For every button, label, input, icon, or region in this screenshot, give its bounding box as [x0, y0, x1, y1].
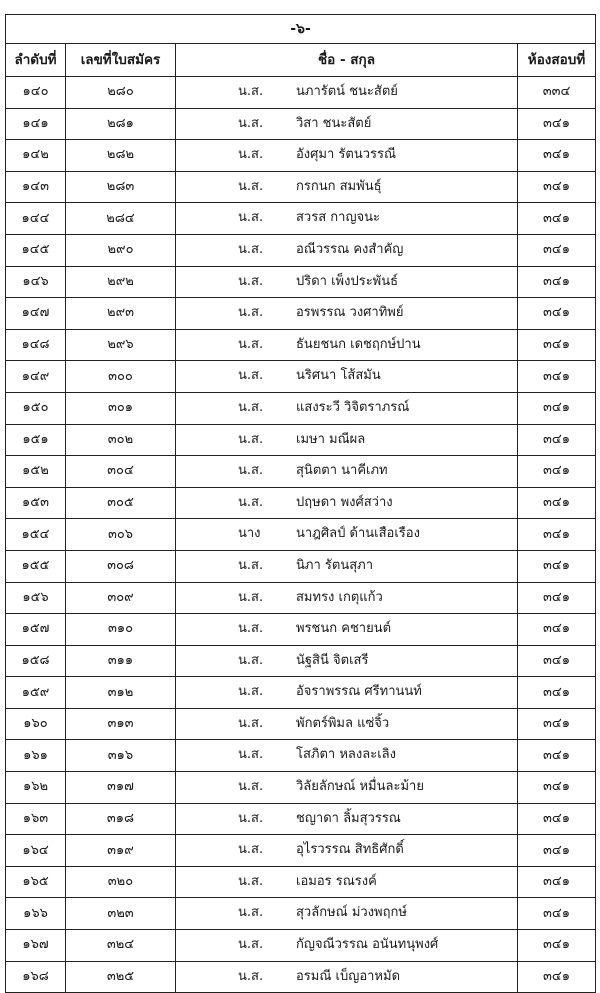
cell-name — [176, 930, 518, 962]
table-row — [6, 234, 596, 266]
cell-order: ๑๖๔ — [6, 835, 66, 867]
cell-name — [176, 140, 518, 172]
cell-order: ๑๖๒ — [6, 772, 66, 804]
table-row — [6, 266, 596, 298]
name-title: น.ส. — [238, 463, 264, 479]
cell-room: ๓๔๑ — [518, 961, 596, 993]
full-name: อณีวรรณ คงสำคัญ — [296, 241, 404, 257]
name-title: น.ส. — [238, 937, 264, 953]
full-name: สุวลักษณ์ ม่วงพฤกษ์ — [296, 905, 407, 921]
page-number-row — [6, 15, 596, 44]
cell-order: ๑๕๐ — [6, 392, 66, 424]
cell-name — [176, 582, 518, 614]
name-title: น.ส. — [238, 968, 264, 984]
cell-application-no: ๒๙๓ — [66, 298, 176, 330]
cell-name — [176, 329, 518, 361]
cell-name — [176, 392, 518, 424]
full-name: วิลัยลักษณ์ หมื่นละม้าย — [296, 779, 424, 795]
full-name: เอมอร รณรงค์ — [296, 873, 377, 889]
cell-name — [176, 266, 518, 298]
document-page — [5, 14, 595, 993]
name-title: น.ส. — [238, 873, 264, 889]
cell-room: ๓๔๑ — [518, 108, 596, 140]
full-name: อุไรวรรณ สิทธิศักดิ์ — [296, 842, 404, 858]
cell-name — [176, 456, 518, 488]
cell-application-no: ๓๐๕ — [66, 487, 176, 519]
cell-room: ๓๔๑ — [518, 519, 596, 551]
cell-application-no: ๓๐๖ — [66, 519, 176, 551]
cell-name — [176, 487, 518, 519]
cell-room: ๓๔๑ — [518, 866, 596, 898]
table-row — [6, 171, 596, 203]
table-row — [6, 772, 596, 804]
cell-name — [176, 898, 518, 930]
full-name: ธันยชนก เดชฤกษ์ปาน — [296, 336, 421, 352]
table-row — [6, 582, 596, 614]
cell-name — [176, 614, 518, 646]
cell-order: ๑๕๒ — [6, 456, 66, 488]
cell-name — [176, 835, 518, 867]
table-row — [6, 361, 596, 393]
cell-room: ๓๔๑ — [518, 266, 596, 298]
cell-order: ๑๕๖ — [6, 582, 66, 614]
cell-application-no: ๓๐๔ — [66, 456, 176, 488]
table-row — [6, 392, 596, 424]
full-name: วิสา ชนะสัตย์ — [296, 115, 372, 131]
cell-order: ๑๔๗ — [6, 298, 66, 330]
cell-order: ๑๖๖ — [6, 898, 66, 930]
name-title: น.ส. — [238, 652, 264, 668]
cell-name — [176, 866, 518, 898]
cell-application-no: ๒๘๑ — [66, 108, 176, 140]
cell-application-no: ๓๑๗ — [66, 772, 176, 804]
cell-name — [176, 645, 518, 677]
full-name: ชญาดา ลิ้มสุวรรณ — [296, 810, 401, 826]
cell-room: ๓๔๑ — [518, 424, 596, 456]
table-row — [6, 487, 596, 519]
name-title: น.ส. — [238, 905, 264, 921]
cell-order: ๑๔๓ — [6, 171, 66, 203]
name-title: น.ส. — [238, 494, 264, 510]
cell-room: ๓๔๑ — [518, 140, 596, 172]
name-title: น.ส. — [238, 368, 264, 384]
page-number: -๖- — [6, 15, 596, 44]
cell-name — [176, 77, 518, 109]
cell-application-no: ๓๐๘ — [66, 550, 176, 582]
cell-order: ๑๔๙ — [6, 361, 66, 393]
cell-room: ๓๔๑ — [518, 772, 596, 804]
cell-room: ๓๔๑ — [518, 677, 596, 709]
full-name: พรชนก คชายนต์ — [296, 621, 392, 637]
table-row — [6, 866, 596, 898]
name-title: น.ส. — [238, 842, 264, 858]
full-name: สวรส กาญจนะ — [296, 210, 381, 226]
cell-application-no: ๒๘๒ — [66, 140, 176, 172]
cell-order: ๑๕๙ — [6, 677, 66, 709]
table-row — [6, 835, 596, 867]
name-title: น.ส. — [238, 273, 264, 289]
cell-name — [176, 961, 518, 993]
header-name: ชื่อ - สกุล — [176, 44, 518, 77]
name-title: นาง — [238, 526, 261, 542]
cell-room: ๓๔๑ — [518, 298, 596, 330]
cell-order: ๑๕๔ — [6, 519, 66, 551]
cell-name — [176, 234, 518, 266]
cell-name — [176, 298, 518, 330]
table-row — [6, 803, 596, 835]
cell-application-no: ๓๑๑ — [66, 645, 176, 677]
table-row — [6, 329, 596, 361]
name-title: น.ส. — [238, 178, 264, 194]
cell-order: ๑๕๑ — [6, 424, 66, 456]
name-title: น.ส. — [238, 621, 264, 637]
cell-order: ๑๔๖ — [6, 266, 66, 298]
cell-order: ๑๕๘ — [6, 645, 66, 677]
cell-order: ๑๖๕ — [6, 866, 66, 898]
cell-order: ๑๔๒ — [6, 140, 66, 172]
cell-name — [176, 519, 518, 551]
cell-room: ๓๔๑ — [518, 930, 596, 962]
cell-room: ๓๔๑ — [518, 392, 596, 424]
cell-name — [176, 740, 518, 772]
table-row — [6, 961, 596, 993]
cell-order: ๑๖๗ — [6, 930, 66, 962]
cell-application-no: ๒๘๐ — [66, 77, 176, 109]
cell-application-no: ๓๑๖ — [66, 740, 176, 772]
table-row — [6, 203, 596, 235]
cell-room: ๓๔๑ — [518, 898, 596, 930]
table-row — [6, 740, 596, 772]
cell-room: ๓๔๑ — [518, 487, 596, 519]
name-title: น.ส. — [238, 210, 264, 226]
cell-room: ๓๔๑ — [518, 550, 596, 582]
cell-name — [176, 203, 518, 235]
cell-room: ๓๔๑ — [518, 234, 596, 266]
cell-application-no: ๓๑๒ — [66, 677, 176, 709]
cell-order: ๑๔๐ — [6, 77, 66, 109]
full-name: ปฤษดา พงศ์สว่าง — [296, 494, 393, 510]
name-title: น.ส. — [238, 557, 264, 573]
cell-application-no: ๓๐๐ — [66, 361, 176, 393]
full-name: นาฎศิลป์ ด้านเสือเรือง — [296, 526, 420, 542]
name-title: น.ส. — [238, 336, 264, 352]
cell-name — [176, 708, 518, 740]
cell-room: ๓๔๑ — [518, 708, 596, 740]
name-title: น.ส. — [238, 779, 264, 795]
name-title: น.ส. — [238, 431, 264, 447]
cell-room: ๓๔๑ — [518, 614, 596, 646]
full-name: สมทรง เกตุแก้ว — [296, 589, 383, 605]
full-name: อรมณี เบ็ญอาหมัด — [296, 968, 401, 984]
cell-application-no: ๓๑๓ — [66, 708, 176, 740]
table-row — [6, 550, 596, 582]
cell-room: ๓๔๑ — [518, 582, 596, 614]
table-row — [6, 708, 596, 740]
name-title: น.ส. — [238, 241, 264, 257]
cell-room: ๓๔๑ — [518, 740, 596, 772]
full-name: เมษา มณีผล — [296, 431, 366, 447]
table-row — [6, 108, 596, 140]
header-room: ห้องสอบที่ — [518, 44, 596, 77]
cell-application-no: ๒๙๒ — [66, 266, 176, 298]
table-row — [6, 519, 596, 551]
full-name: อัจราพรรณ ศรีทานนท์ — [296, 684, 422, 700]
table-row — [6, 930, 596, 962]
name-title: น.ส. — [238, 715, 264, 731]
full-name: แสงระวี วิจิตราภรณ์ — [296, 399, 410, 415]
full-name: กรกนก สมพันธุ์ — [296, 178, 382, 194]
cell-application-no: ๒๘๔ — [66, 203, 176, 235]
name-title: น.ส. — [238, 399, 264, 415]
table-row — [6, 614, 596, 646]
full-name: สุนิตตา นาคีเภท — [296, 463, 388, 479]
table-row — [6, 424, 596, 456]
cell-order: ๑๕๕ — [6, 550, 66, 582]
header-row — [6, 44, 596, 77]
cell-name — [176, 803, 518, 835]
cell-application-no: ๒๙๐ — [66, 234, 176, 266]
cell-application-no: ๓๒๓ — [66, 898, 176, 930]
cell-name — [176, 108, 518, 140]
cell-order: ๑๖๓ — [6, 803, 66, 835]
cell-application-no: ๓๐๙ — [66, 582, 176, 614]
cell-room: ๓๔๑ — [518, 645, 596, 677]
cell-room: ๓๔๑ — [518, 203, 596, 235]
cell-order: ๑๖๑ — [6, 740, 66, 772]
cell-name — [176, 424, 518, 456]
cell-application-no: ๓๒๐ — [66, 866, 176, 898]
header-order: ลำดับที่ — [6, 44, 66, 77]
cell-room: ๓๔๑ — [518, 171, 596, 203]
cell-name — [176, 171, 518, 203]
name-title: น.ส. — [238, 84, 264, 99]
cell-application-no: ๓๑๐ — [66, 614, 176, 646]
cell-name — [176, 677, 518, 709]
cell-room: ๓๔๑ — [518, 803, 596, 835]
table-row — [6, 77, 596, 109]
name-title: น.ส. — [238, 684, 264, 700]
cell-order: ๑๖๐ — [6, 708, 66, 740]
table-row — [6, 645, 596, 677]
full-name: นัฐสินี จิตเสรี — [296, 652, 369, 668]
cell-application-no: ๓๒๕ — [66, 961, 176, 993]
full-name: อังศุมา รัตนวรรณี — [296, 147, 397, 163]
cell-room: ๓๔๑ — [518, 329, 596, 361]
full-name: นริศนา โส้สมัน — [296, 368, 381, 384]
cell-application-no: ๓๐๒ — [66, 424, 176, 456]
cell-order: ๑๔๑ — [6, 108, 66, 140]
full-name: นภารัตน์ ชนะสัตย์ — [296, 84, 398, 99]
cell-name — [176, 550, 518, 582]
header-application-no: เลขที่ใบสมัคร — [66, 44, 176, 77]
cell-application-no: ๓๑๙ — [66, 835, 176, 867]
full-name: นิภา รัตนสุภา — [296, 557, 374, 573]
cell-application-no: ๒๙๖ — [66, 329, 176, 361]
name-title: น.ส. — [238, 115, 264, 131]
full-name: กัญจณีวรรณ อนันทนุพงศ์ — [296, 937, 439, 953]
full-name: ปริดา เพ็งประพันธ์ — [296, 273, 399, 289]
cell-room: ๓๔๑ — [518, 835, 596, 867]
cell-order: ๑๔๔ — [6, 203, 66, 235]
table-row — [6, 140, 596, 172]
cell-application-no: ๓๒๔ — [66, 930, 176, 962]
cell-name — [176, 772, 518, 804]
candidate-table — [5, 14, 596, 993]
cell-room: ๓๓๔ — [518, 77, 596, 109]
full-name: โสภิตา หลงละเลิง — [296, 747, 396, 763]
name-title: น.ส. — [238, 589, 264, 605]
name-title: น.ส. — [238, 747, 264, 763]
cell-room: ๓๔๑ — [518, 361, 596, 393]
cell-name — [176, 361, 518, 393]
cell-room: ๓๔๑ — [518, 456, 596, 488]
name-title: น.ส. — [238, 305, 264, 321]
cell-order: ๑๕๗ — [6, 614, 66, 646]
full-name: พักตร์พิมล แซ่จิ้ว — [296, 715, 390, 731]
cell-application-no: ๓๑๘ — [66, 803, 176, 835]
table-row — [6, 456, 596, 488]
name-title: น.ส. — [238, 810, 264, 826]
table-row — [6, 298, 596, 330]
cell-order: ๑๔๕ — [6, 234, 66, 266]
table-row — [6, 677, 596, 709]
cell-order: ๑๕๓ — [6, 487, 66, 519]
cell-order: ๑๔๘ — [6, 329, 66, 361]
full-name: อรพรรณ วงศาทิพย์ — [296, 305, 404, 321]
cell-application-no: ๒๘๓ — [66, 171, 176, 203]
table-row — [6, 898, 596, 930]
cell-order: ๑๖๘ — [6, 961, 66, 993]
cell-application-no: ๓๐๑ — [66, 392, 176, 424]
name-title: น.ส. — [238, 147, 264, 163]
